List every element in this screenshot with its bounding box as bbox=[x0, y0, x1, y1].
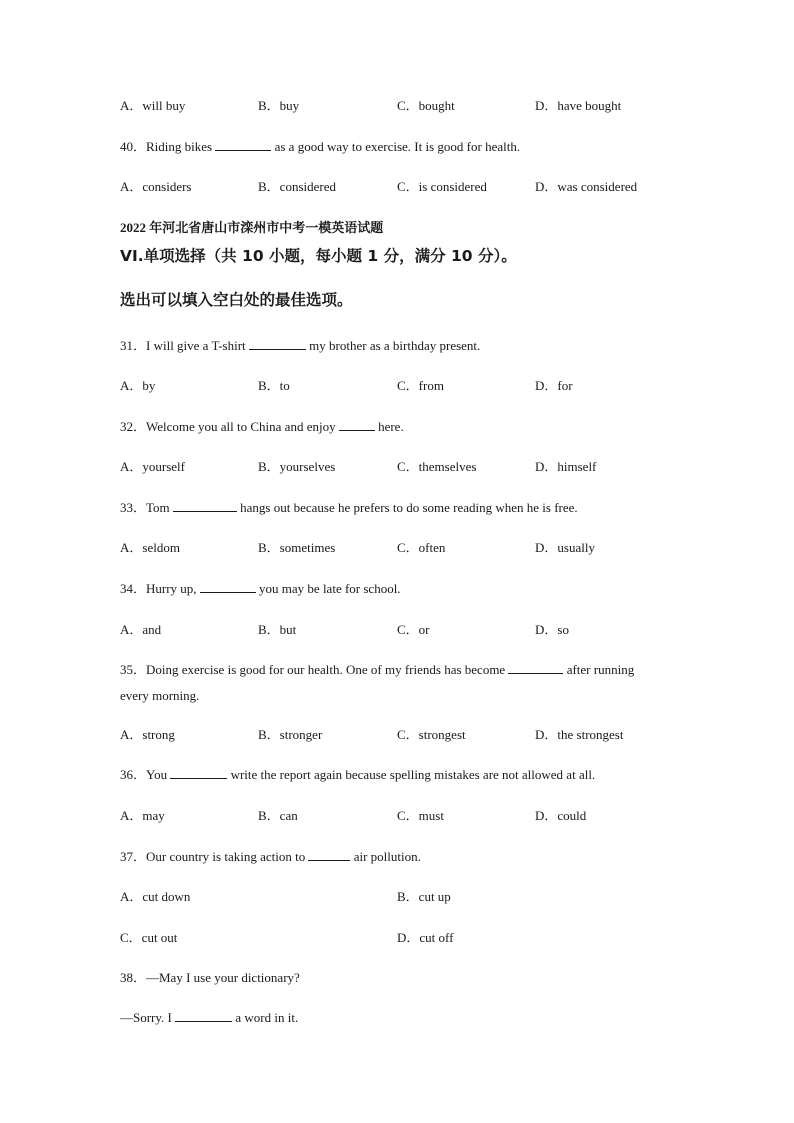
q33-stem bbox=[120, 499, 578, 516]
q37-options-row1 bbox=[120, 888, 740, 905]
q36-option-a[interactable]: A．may bbox=[120, 808, 165, 823]
q36-option-d[interactable]: D．could bbox=[535, 808, 587, 823]
q38-stem: 38．—May I use your dictionary? bbox=[120, 970, 300, 985]
q37-option-d[interactable]: D．cut off bbox=[397, 930, 454, 945]
q33-text-post: hangs out because he prefers to do some reading when he is free. bbox=[236, 500, 578, 515]
q37-option-a[interactable]: A．cut down bbox=[120, 889, 191, 904]
q31-option-d[interactable]: D．for bbox=[535, 378, 573, 393]
q34-option-b[interactable]: B．but bbox=[258, 622, 297, 637]
q35-option-d[interactable]: D．the strongest bbox=[535, 727, 624, 742]
q38-text-post: a word in it. bbox=[232, 1010, 299, 1025]
q38-text-pre: —Sorry. I bbox=[120, 1010, 176, 1025]
q34-option-a[interactable]: A．and bbox=[120, 622, 162, 637]
q33-options bbox=[120, 539, 740, 556]
q36-text-pre: 36．You bbox=[120, 767, 171, 782]
q37-option-b[interactable]: B．cut up bbox=[397, 889, 451, 904]
q32-text-post: here. bbox=[374, 419, 404, 434]
q39-option-c[interactable]: C．bought bbox=[397, 98, 455, 113]
exam-title: 2022 年河北省唐山市滦州市中考一模英语试题 bbox=[120, 220, 384, 235]
q38-blank bbox=[175, 1009, 232, 1022]
q31-option-b[interactable]: B．to bbox=[258, 378, 290, 393]
q36-stem bbox=[120, 766, 595, 783]
q40-option-c[interactable]: C．is considered bbox=[397, 179, 487, 194]
q33-option-d[interactable]: D．usually bbox=[535, 540, 595, 555]
q32-option-d[interactable]: D．himself bbox=[535, 459, 597, 474]
q37-option-c[interactable]: C．cut out bbox=[120, 930, 178, 945]
q33-blank bbox=[173, 499, 237, 512]
q35-text-pre: 35．Doing exercise is good for our health. One of my friends has become bbox=[120, 662, 509, 677]
q40-blank bbox=[215, 138, 271, 151]
q32-text-pre: 32．Welcome you all to China and enjoy bbox=[120, 419, 339, 434]
q32-option-c[interactable]: C．themselves bbox=[397, 459, 477, 474]
q36-option-b[interactable]: B．can bbox=[258, 808, 298, 823]
section-instruction: 选出可以填入空白处的最佳选项。 bbox=[120, 291, 353, 309]
q33-option-a[interactable]: A．seldom bbox=[120, 540, 180, 555]
q34-text-post: you may be late for school. bbox=[255, 581, 401, 596]
q40-options bbox=[120, 178, 740, 195]
q35-option-b[interactable]: B．stronger bbox=[258, 727, 323, 742]
q33-text-pre: 33．Tom bbox=[120, 500, 173, 515]
q33-option-b[interactable]: B．sometimes bbox=[258, 540, 336, 555]
q40-option-d[interactable]: D．was considered bbox=[535, 179, 638, 194]
q32-option-b[interactable]: B．yourselves bbox=[258, 459, 336, 474]
q35-option-a[interactable]: A．strong bbox=[120, 727, 175, 742]
q39-option-a[interactable]: A．will buy bbox=[120, 98, 186, 113]
q31-text-pre: 31．I will give a T-shirt bbox=[120, 338, 249, 353]
q35-option-c[interactable]: C．strongest bbox=[397, 727, 466, 742]
q37-text-pre: 37．Our country is taking action to bbox=[120, 849, 309, 864]
q31-option-a[interactable]: A．by bbox=[120, 378, 156, 393]
q34-stem bbox=[120, 580, 401, 597]
q35-blank bbox=[508, 661, 563, 674]
q40-stem bbox=[120, 138, 520, 155]
q32-blank bbox=[339, 418, 375, 431]
q32-option-a[interactable]: A．yourself bbox=[120, 459, 185, 474]
q33-option-c[interactable]: C．often bbox=[397, 540, 446, 555]
q31-blank bbox=[249, 337, 306, 350]
q35-text-post: after running bbox=[563, 662, 635, 677]
q37-stem bbox=[120, 848, 421, 865]
q36-option-c[interactable]: C．must bbox=[397, 808, 444, 823]
q35-stem bbox=[120, 661, 634, 678]
q35-stem-line2: every morning. bbox=[120, 688, 200, 703]
q34-options bbox=[120, 621, 740, 638]
q34-option-c[interactable]: C．or bbox=[397, 622, 430, 637]
q31-options bbox=[120, 377, 740, 394]
part-title: VI.单项选择（共 10 小题，每小题 1 分，满分 10 分）。 bbox=[120, 247, 517, 265]
q40-text-post: as a good way to exercise. It is good for health. bbox=[271, 139, 521, 154]
q37-blank bbox=[308, 848, 350, 861]
q34-blank bbox=[200, 580, 256, 593]
q31-text-post: my brother as a birthday present. bbox=[305, 338, 481, 353]
q36-options bbox=[120, 807, 740, 824]
q39-option-b[interactable]: B．buy bbox=[258, 98, 300, 113]
q37-options-row2 bbox=[120, 929, 740, 946]
q39-option-d[interactable]: D．have bought bbox=[535, 98, 622, 113]
q38-reply bbox=[120, 1009, 298, 1026]
q31-stem bbox=[120, 337, 480, 354]
q40-option-a[interactable]: A．considers bbox=[120, 179, 192, 194]
q39-options bbox=[120, 97, 740, 114]
q35-options bbox=[120, 726, 740, 743]
q40-option-b[interactable]: B．considered bbox=[258, 179, 336, 194]
q32-options bbox=[120, 458, 740, 475]
q36-blank bbox=[170, 766, 227, 779]
q34-text-pre: 34．Hurry up, bbox=[120, 581, 200, 596]
q31-option-c[interactable]: C．from bbox=[397, 378, 444, 393]
q36-text-post: write the report again because spelling mistakes are not allowed at all. bbox=[227, 767, 596, 782]
q34-option-d[interactable]: D．so bbox=[535, 622, 569, 637]
q40-text-pre: 40．Riding bikes bbox=[120, 139, 216, 154]
q32-stem bbox=[120, 418, 404, 435]
q37-text-post: air pollution. bbox=[350, 849, 421, 864]
